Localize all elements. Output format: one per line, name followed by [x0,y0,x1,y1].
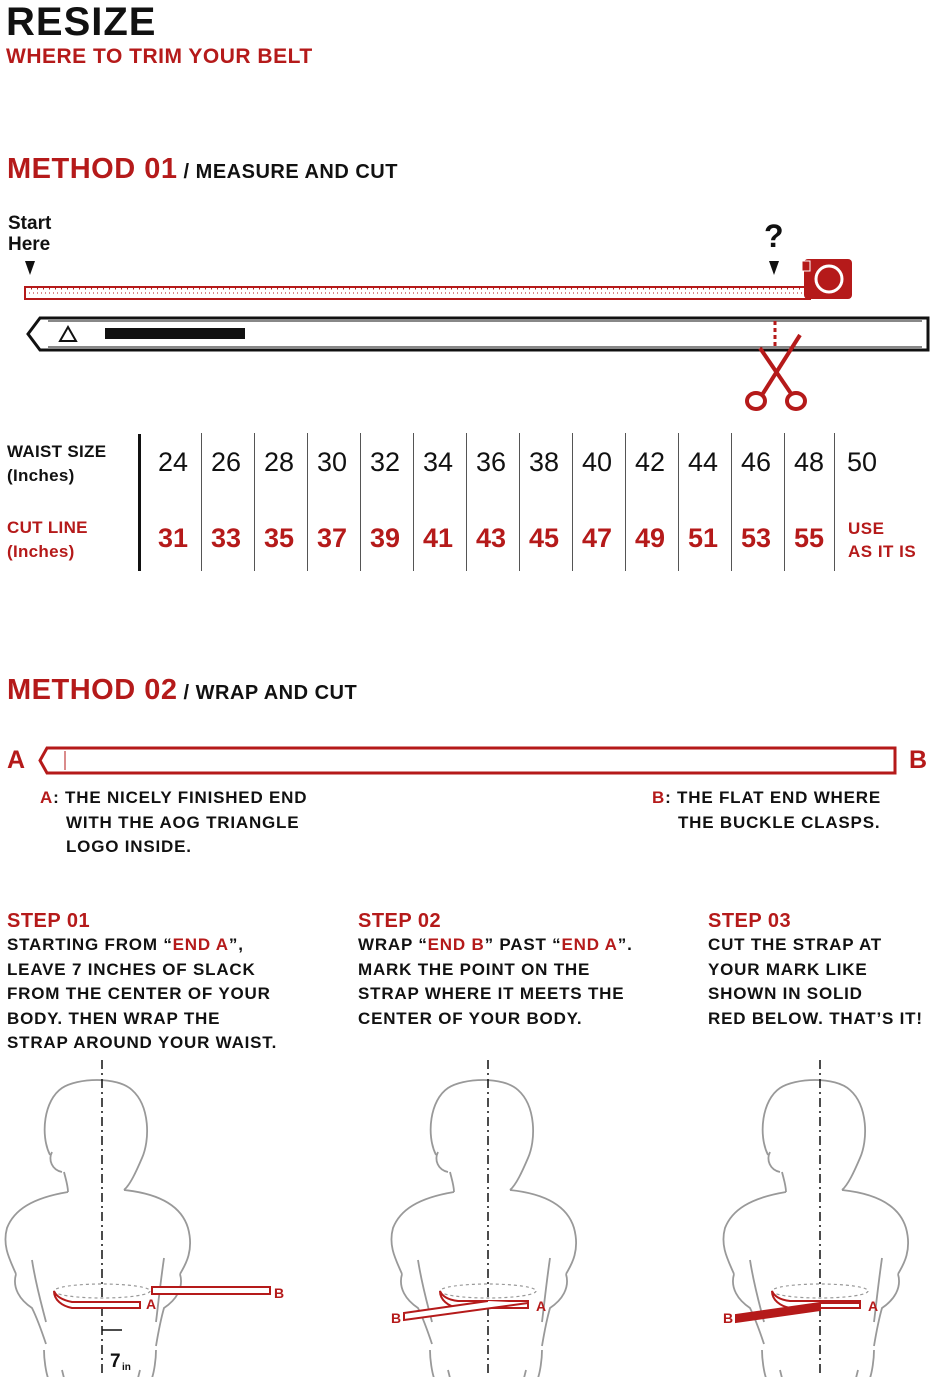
tape-measure-icon [802,259,852,299]
waist-size-cell: 36 [475,447,507,477]
arrow-down-icon [769,261,779,275]
step-2-line2: MARK THE POINT ON THE [358,959,591,979]
waist-size-cell: 38 [528,447,560,477]
belt-outline [35,745,900,777]
method2-name: WRAP AND CUT [195,682,358,704]
step-2-line1-post: ”. [617,935,633,954]
step-1-line1-post: ”, [228,935,244,954]
end-a-description [40,786,307,860]
end-b-letter: B [909,746,928,774]
waist-size-cell: 26 [210,447,242,477]
step-2-line1-mid: ” PAST “ [484,935,562,954]
cut-line-cell: 47 [581,523,613,553]
table-divider [138,434,141,571]
end-a-desc-line2: WITH THE AOG TRIANGLE [66,812,300,832]
arrow-down-icon [25,261,35,275]
step-1-line1-key: END A [172,935,229,954]
cut-line-label [7,516,88,564]
step-2-line4: CENTER OF YOUR BODY. [358,1008,583,1028]
step-2-title: STEP 02 [358,910,442,932]
cut-line-cell: 51 [687,523,719,553]
start-label-line1: Start [8,213,52,234]
fig3-label-b: B [723,1310,734,1326]
cut-line-cell: 33 [210,523,242,553]
step-3-line2: YOUR MARK LIKE [708,959,868,979]
cut-line-cell: 35 [263,523,295,553]
waist-size-cell: 42 [634,447,666,477]
method2-number: METHOD 02 [7,674,178,706]
end-b-key: B [652,788,666,807]
step-2 [358,910,633,1031]
step-1-line3: FROM THE CENTER OF YOUR [7,984,271,1003]
waist-label-line2: (Inches) [7,466,75,485]
step-2-line1-key: END B [427,935,485,954]
step-1 [7,910,277,1056]
fig1-label-a: A [146,1296,157,1312]
cut-label-line2: (Inches) [7,542,75,561]
fig3-label-a: A [868,1298,879,1314]
measuring-tape [25,287,810,299]
end-b-description [652,786,881,835]
cut-line-cell: 31 [157,523,189,553]
end-a-key: A [40,788,54,807]
start-label-line2: Here [8,234,51,255]
cut-line-cell: 53 [740,523,772,553]
waist-size-cell: 30 [316,447,348,477]
step-1-text [7,933,277,1056]
step-3-line4: RED BELOW. THAT’S IT! [708,1008,923,1028]
waist-size-cell: 50 [846,447,878,477]
cut-line-cell: 55 [793,523,825,553]
fig2-label-b: B [391,1310,402,1326]
waist-size-cell: 24 [157,447,189,477]
step-3 [708,910,923,1031]
figure-step-1 [5,1060,270,1377]
step-2-line3: STRAP WHERE IT MEETS THE [358,984,625,1003]
unknown-length-mark: ? [764,218,784,254]
cut-line-cell: 43 [475,523,507,553]
step-3-line1: CUT THE STRAP AT [708,935,882,954]
step-2-text [358,933,633,1031]
end-a-desc-line3: LOGO INSIDE. [66,837,192,856]
cut-line-cell: 39 [369,523,401,553]
cut-line-cell: 41 [422,523,454,553]
fig1-label-b: B [274,1285,285,1301]
waist-size-cell: 48 [793,447,825,477]
waist-label-line1: WAIST SIZE [7,442,107,461]
slack-unit: in [122,1362,131,1373]
use-as-is-line1: USE [848,519,885,538]
method1-number: METHOD 01 [7,153,178,185]
step-2-line1-pre: WRAP “ [358,935,428,954]
end-a-letter: A [7,746,26,774]
start-here-label [8,213,51,255]
waist-size-cell: 32 [369,447,401,477]
use-as-is-line2: AS IT IS [848,542,917,561]
waist-size-cell: 28 [263,447,295,477]
waist-size-cell: 34 [422,447,454,477]
measure-diagram [0,255,936,420]
cut-label-line1: CUT LINE [7,518,88,537]
slack-value: 7 [110,1351,121,1372]
method2-heading [7,674,357,707]
step-3-line3: SHOWN IN SOLID [708,984,863,1003]
method2-separator: / [177,682,196,704]
fig2-label-a: A [536,1298,547,1314]
step-figures [0,1060,936,1377]
page-subtitle: WHERE TO TRIM YOUR BELT [6,45,313,68]
cut-line-cell: 37 [316,523,348,553]
figure-step-2 [391,1060,576,1377]
method1-heading [7,153,398,186]
end-a-desc-line1: : THE NICELY FINISHED END [53,788,308,807]
page-title: RESIZE [6,0,157,44]
end-b-desc-line1: : THE FLAT END WHERE [665,788,881,807]
waist-size-label [7,440,106,488]
step-1-line2: LEAVE 7 INCHES OF SLACK [7,959,256,979]
cut-line-cell: 45 [528,523,560,553]
waist-size-cell: 44 [687,447,719,477]
use-as-is-cell [848,517,916,563]
end-b-desc-line2: THE BUCKLE CLASPS. [678,812,881,832]
method1-name: MEASURE AND CUT [195,161,398,183]
step-1-line4: BODY. THEN WRAP THE [7,1008,221,1028]
step-3-text [708,933,923,1031]
waist-size-cell: 40 [581,447,613,477]
method1-separator: / [177,161,196,183]
cut-line-cell: 49 [634,523,666,553]
figure-step-3 [723,1060,908,1377]
step-1-title: STEP 01 [7,910,91,932]
waist-size-cell: 46 [740,447,772,477]
step-1-line1-pre: STARTING FROM “ [7,935,173,954]
step-1-line5: STRAP AROUND YOUR WAIST. [7,1033,278,1052]
step-2-line1-key2: END A [561,935,618,954]
step-3-title: STEP 03 [708,910,792,932]
